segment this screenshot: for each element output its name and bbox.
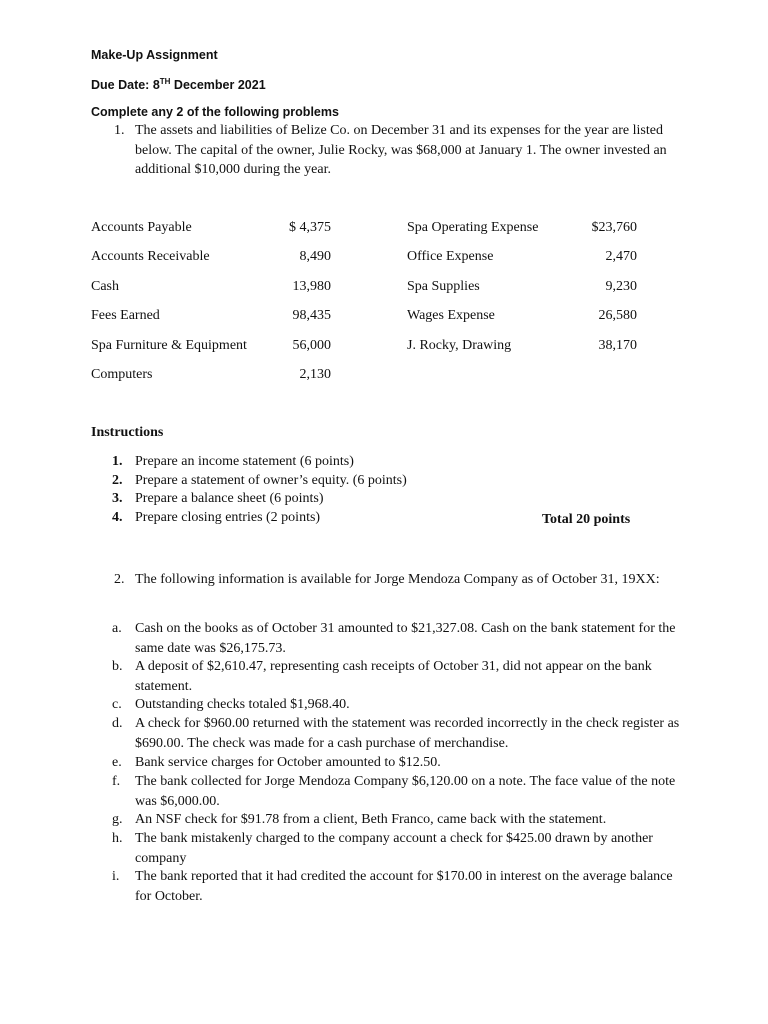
account-row [91,247,331,267]
instruction-text: Prepare a balance sheet (6 points) [135,491,324,507]
account-amount: 98,435 [292,308,331,323]
due-date [91,77,266,92]
account-row [91,277,331,297]
item-text: Outstanding checks totaled $1,968.40. [135,697,350,712]
account-row [407,336,637,356]
account-name: Cash [91,279,119,294]
instruction-number: 3. [112,491,123,507]
account-name: Fees Earned [91,308,160,323]
account-amount: 9,230 [605,279,637,294]
instruction-text: Prepare a statement of owner’s equity. (6 points) [135,472,407,488]
item-letter: e. [112,755,122,770]
due-date-suffix: TH [159,77,171,86]
problem-2-text: The following information is available for Jorge Mendoza Company as of October 31, 19XX: [135,572,660,587]
account-name: Accounts Receivable [91,249,210,264]
instructions-intro: Complete any 2 of the following problems [91,105,339,119]
item-letter: d. [112,716,123,731]
item-letter: f. [112,774,121,789]
problem-1-text: The assets and liabilities of Belize Co. on December 31 and its expenses for the year are listed below. The capital of the owner, Julie Rocky, was $68,000 at January 1. The owner invested an additional $10,000 during the year. [135,123,667,177]
account-amount: 2,130 [299,367,331,382]
due-date-rest: December 2021 [170,78,266,92]
account-amount: $ 4,375 [289,220,331,235]
item-text: A deposit of $2,610.47, representing cash receipts of October 31, did not appear on the bank statement. [135,659,652,694]
account-amount: 13,980 [292,279,331,294]
account-name: Spa Supplies [407,279,480,294]
account-name: Wages Expense [407,308,495,323]
due-date-label: Due Date: 8 [91,78,160,92]
item-text: An NSF check for $91.78 from a client, Beth Franco, came back with the statement. [135,812,607,827]
account-name: Spa Operating Expense [407,220,539,235]
account-amount: 26,580 [598,308,637,323]
account-name: Accounts Payable [91,220,192,235]
item-letter: i. [112,869,120,884]
item-text: The bank mistakenly charged to the company account a check for $425.00 drawn by another company [135,831,653,866]
account-row [407,306,637,326]
assignment-title: Make-Up Assignment [91,48,218,62]
item-text: Bank service charges for October amounted to $12.50. [135,755,441,770]
account-amount: 38,170 [598,338,637,353]
account-row [407,277,637,297]
instructions-heading: Instructions [91,425,164,440]
instruction-item [91,473,651,492]
item-letter: a. [112,621,122,636]
instruction-text: Prepare closing entries (2 points) [135,510,321,526]
instruction-item [91,454,651,473]
account-row [407,218,637,238]
account-amount: 8,490 [299,249,331,264]
instruction-number: 2. [112,472,123,488]
instruction-item [91,491,651,510]
account-amount: 56,000 [292,338,331,353]
item-letter: h. [112,831,123,846]
account-row [91,306,331,326]
item-text: A check for $960.00 returned with the statement was recorded incorrectly in the check register as $690.00. The check was made for a cash purchase of merchandise. [135,716,680,751]
instruction-number: 1. [112,454,123,469]
account-name: Office Expense [407,249,494,264]
account-name: Computers [91,367,153,382]
item-letter: b. [112,659,123,674]
item-text: The bank collected for Jorge Mendoza Company $6,120.00 on a note. The face value of the note was $6,000.00. [135,774,676,809]
instruction-text: Prepare an income statement (6 points) [135,454,354,469]
account-amount: 2,470 [605,249,637,264]
total-points: Total 20 points [542,512,631,527]
account-amount: $23,760 [591,220,637,235]
problem-1-number: 1. [114,123,125,138]
instruction-number: 4. [112,510,123,526]
item-letter: g. [112,812,123,827]
account-row [91,365,331,385]
account-name: J. Rocky, Drawing [407,338,512,353]
problem-2-number: 2. [114,572,125,587]
item-text: The bank reported that it had credited the account for $170.00 in interest on the average balance for October. [135,869,673,904]
item-text: Cash on the books as of October 31 amounted to $21,327.08. Cash on the bank statement for the same date was $26,175.73. [135,621,676,656]
item-letter: c. [112,697,122,712]
account-row [407,247,637,267]
account-row [91,218,331,238]
account-name: Spa Furniture & Equipment [91,338,247,353]
account-row [91,336,331,356]
